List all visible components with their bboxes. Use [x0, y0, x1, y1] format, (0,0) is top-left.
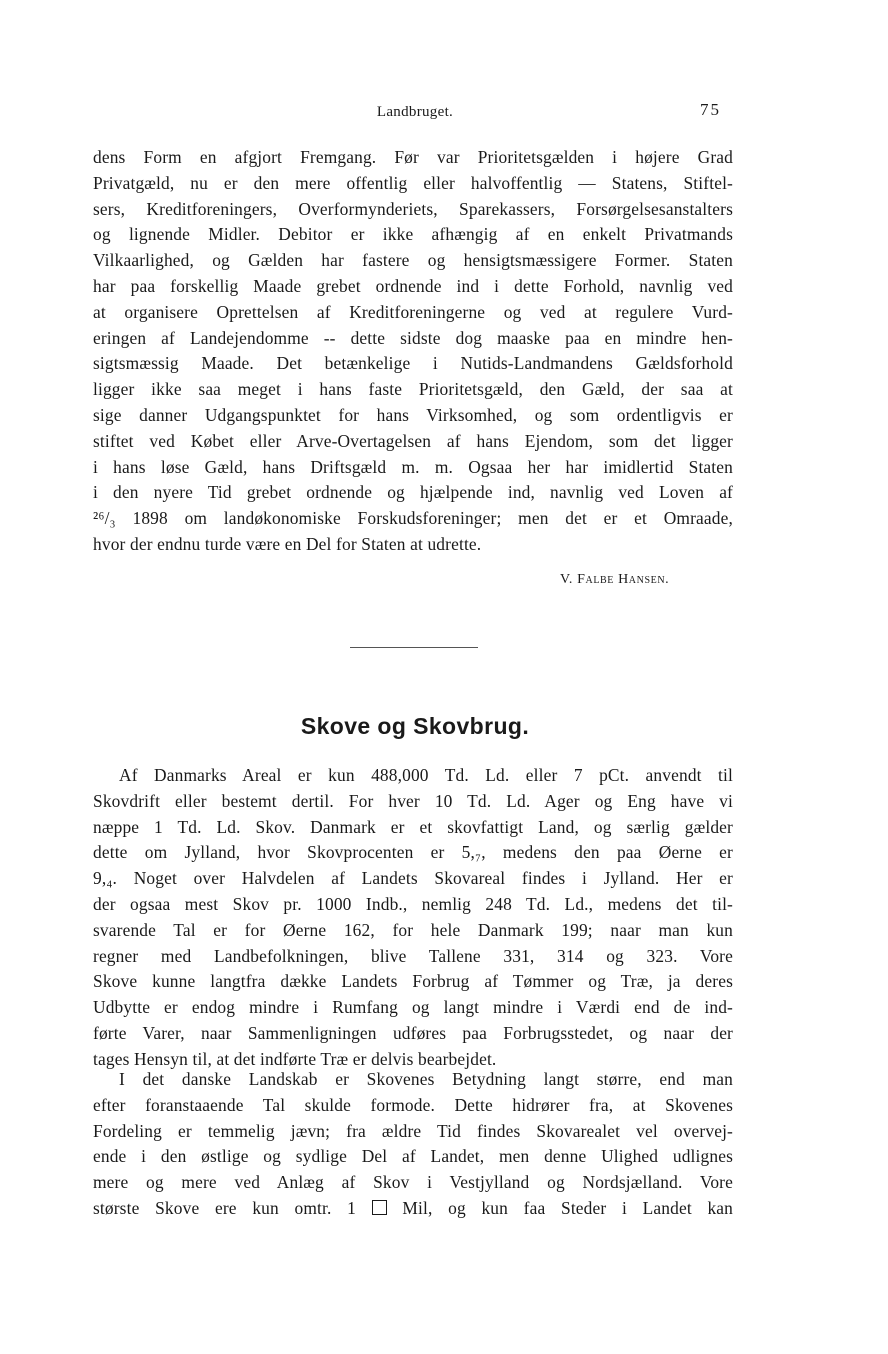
section-title: Skove og Skovbrug. [300, 713, 530, 739]
author-signature [560, 572, 669, 588]
text-line: og lignende Midler. Debitor er ikke afhængig af en enkelt Privatmands [93, 224, 733, 245]
text-line: ²⁶/₃ 1898 om landøkonomiske Forskudsforeninger; men det er et Omraade, [93, 508, 733, 529]
running-title: Landbruget. [376, 104, 454, 120]
text-line: førte Varer, naar Sammenligningen udføres paa Forbrugsstedet, og naar der [93, 1022, 733, 1043]
text-line: hvor der endnu turde være en Del for Staten at udrette. [93, 533, 482, 554]
square-mile-symbol-icon [372, 1200, 387, 1215]
text-line: eringen af Landejendomme -- dette sidste dog maaske paa en mindre hen- [93, 327, 733, 348]
text-line: Fordeling er temmelig jævn; fra ældre Tid findes Skovarealet vel overvej- [93, 1120, 733, 1141]
text-line: har paa forskellig Maade grebet ordnende ind i dette Forhold, navnlig ved [93, 275, 733, 296]
text-line: efter foranstaaende Tal skulde formode. Dette hidrører fra, at Skovenes [93, 1094, 733, 1115]
text-line: sigtsmæssig Maade. Det betænkelige i Nutids-Landmandens Gældsforhold [93, 353, 733, 374]
text-line: Skove kunne langtfra dække Landets Forbrug af Tømmer og Træ, ja deres [93, 971, 733, 992]
text-line: sige danner Udgangspunktet for hans Virksomhed, og som ordentligvis er [93, 404, 733, 425]
text-line: dette om Jylland, hvor Skovprocenten er 5,₇, medens den paa Øerne er [93, 842, 733, 863]
text-line-with-symbol [93, 1196, 733, 1222]
text-line: mere og mere ved Anlæg af Skov i Vestjylland og Nordsjælland. Vore [93, 1172, 733, 1193]
text-line: Privatgæld, nu er den mere offentlig eller halvoffentlig — Statens, Stiftel- [93, 172, 733, 193]
signature-text: V. Falbe Hansen. [560, 572, 670, 587]
text-fragment: største Skove ere kun omtr. 1 [93, 1197, 357, 1218]
section-divider [350, 647, 478, 648]
text-line: stiftet ved Købet eller Arve-Overtagelsen af hans Ejendom, som det ligger [93, 430, 733, 451]
text-line: 9,₄. Noget over Halvdelen af Landets Skovareal findes i Jylland. Her er [93, 868, 733, 889]
text-line: at organisere Oprettelsen af Kreditforeningerne og ved at regulere Vurd- [93, 301, 733, 322]
text-line: dens Form en afgjort Fremgang. Før var Prioritetsgælden i højere Grad [93, 147, 733, 167]
text-line: der ogsaa mest Skov pr. 1000 Indb., nemlig 248 Td. Ld., medens det til- [93, 893, 733, 914]
text-line: Af Danmarks Areal er kun 488,000 Td. Ld. eller 7 pCt. anvendt til [119, 765, 733, 785]
text-line: Udbytte er endog mindre i Rumfang og langt mindre i Værdi end de ind- [93, 997, 733, 1018]
text-line: Vilkaarlighed, og Gælden har fastere og hensigtsmæssigere Former. Staten [93, 250, 733, 271]
paragraph-skove-2 [93, 1067, 733, 1222]
text-line: i den nyere Tid grebet ordnende og hjælpende ind, navnlig ved Loven af [93, 482, 733, 503]
text-line: i hans løse Gæld, hans Driftsgæld m. m. Ogsaa her har imidlertid Staten [93, 456, 733, 477]
text-line: næppe 1 Td. Ld. Skov. Danmark er et skovfattigt Land, og særlig gælder [93, 816, 733, 837]
text-line: sers, Kreditforeningers, Overformynderiets, Sparekassers, Forsørgelsesanstalters [93, 198, 733, 219]
text-line: ligger ikke saa meget i hans faste Prioritetsgæld, den Gæld, der saa at [93, 379, 733, 400]
paragraph-landbruget-continued [93, 145, 733, 558]
text-line: regner med Landbefolkningen, blive Tallene 331, 314 og 323. Vore [93, 945, 733, 966]
page-number: 75 [700, 100, 721, 119]
text-line: tages Hensyn til, at det indførte Træ er delvis bearbejdet. [93, 1048, 497, 1069]
text-fragment: Mil, og kun faa Steder i Landet kan [402, 1197, 734, 1218]
text-line: I det danske Landskab er Skovenes Betydning langt større, end man [119, 1069, 733, 1089]
paragraph-skove-1 [93, 763, 733, 1073]
text-line: svarende Tal er for Øerne 162, for hele Danmark 199; naar man kun [93, 919, 733, 940]
text-line: ende i den østlige og sydlige Del af Landet, men denne Ulighed udlignes [93, 1146, 733, 1167]
text-line: Skovdrift eller bestemt dertil. For hver 10 Td. Ld. Ager og Eng have vi [93, 790, 733, 811]
